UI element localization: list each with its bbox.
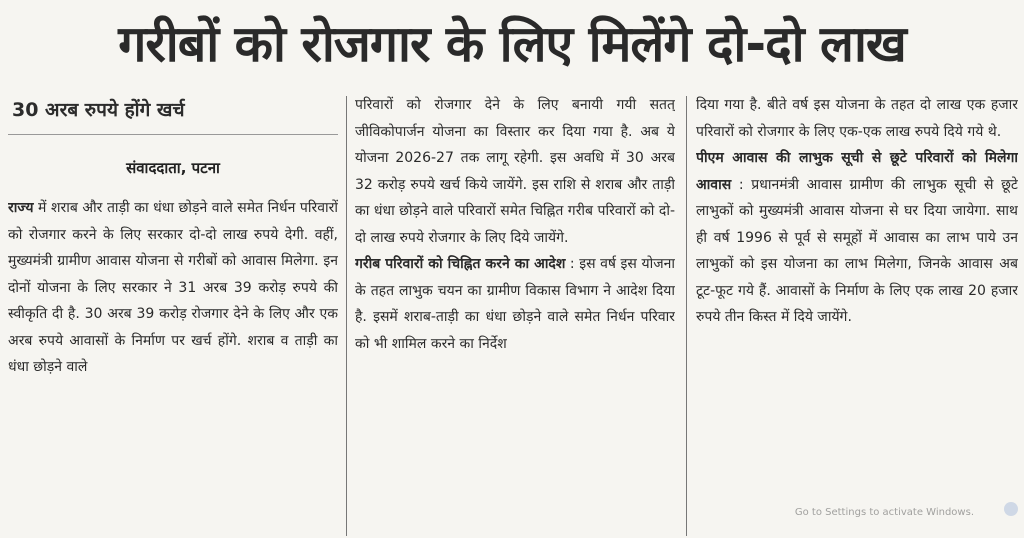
column-1-text <box>8 195 338 381</box>
column-3-body-2: : प्रधानमंत्री आवास ग्रामीण की लाभुक सूची से छूटे लाभुकों को मुख्यमंत्री आवास योजना से घर दिया जायेगा. साथ ही वर्ष 1996 से पूर्व से समूहों में आवास का लाभ पाये उन लाभुकों को इस योजना का लाभ मिलेगा, जिनके आवास अब टूट-फूट गये हैं. आवासों के निर्माण के लिए एक लाख 20 हजार रुपये तीन किस्त में दिये जायेंगे. <box>696 176 1018 325</box>
section-heading: पीएम आवास की लाभुक सूची से छूटे परिवारों को मिलेगा आवास <box>696 150 1018 193</box>
column-2-body-1: परिवारों को रोजगार देने के लिए बनायी गयी सतत् जीविकोपार्जन योजना का विस्तार कर दिया गया है. अब ये योजना 2026-27 तक लागू रहेगी. इस अवधि में 30 अरब 32 करोड़ रुपये खर्च किये जायेंगे. इस राशि से शराब और ताड़ी का धंधा छोड़ने वाले परिवारों समेत चिह्नित गरीब परिवारों को दो-दो लाख रुपये रोजगार के लिए दिये जायेंगे. <box>355 97 675 246</box>
column-3-body-1: दिया गया है. बीते वर्ष इस योजना के तहत दो लाख एक हजार परिवारों को रोजगार के लिए एक-एक लाख रुपये दिये गये थे. <box>696 97 1018 140</box>
article-column-2 <box>355 92 675 538</box>
article-column-3 <box>696 92 1018 538</box>
column-divider <box>686 96 687 536</box>
column-2-body-2: : इस वर्ष इस योजना के तहत लाभुक चयन का ग्रामीण विकास विभाग ने आदेश दिया है. इसमें शराब-ताड़ी का धंधा छोड़ने वाले समेत निर्धन परिवार को भी शामिल करने का निर्देश <box>355 256 675 352</box>
lead-word: राज्य <box>8 200 34 216</box>
section-heading: गरीब परिवारों को चिह्नित करने का आदेश <box>355 256 566 272</box>
column-3-section <box>696 145 1018 331</box>
column-3-text <box>696 92 1018 145</box>
windows-activation-watermark: Go to Settings to activate Windows. <box>794 507 974 518</box>
column-1-body: में शराब और ताड़ी का धंधा छोड़ने वाले समेत निर्धन परिवारों को रोजगार करने के लिए सरकार दो-दो लाख रुपये देगी. वहीं, मुख्यमंत्री ग्रामीण आवास योजना से गरीबों को आवास मिलेगा. इन दोनों योजना के लिए सरकार ने 31 अरब 39 करोड़ रुपये की स्वीकृति दी है. 30 अरब 39 करोड़ रोजगार देने के लिए और एक अरब रुपये आवासों के निर्माण पर खर्च होंगे. शराब व ताड़ी का धंधा छोड़ने वाले <box>8 200 338 375</box>
article-headline: गरीबों को रोजगार के लिए मिलेंगे दो-दो लाख <box>118 15 906 73</box>
column-2-section <box>355 251 675 357</box>
article-column-1 <box>8 92 338 538</box>
watermark-icon <box>1004 502 1018 516</box>
column-divider <box>346 96 347 536</box>
article-subheadline: 30 अरब रुपये होंगे खर्च <box>8 92 338 135</box>
column-2-text <box>355 92 675 251</box>
article-byline: संवाददाता, पटना <box>126 159 220 177</box>
